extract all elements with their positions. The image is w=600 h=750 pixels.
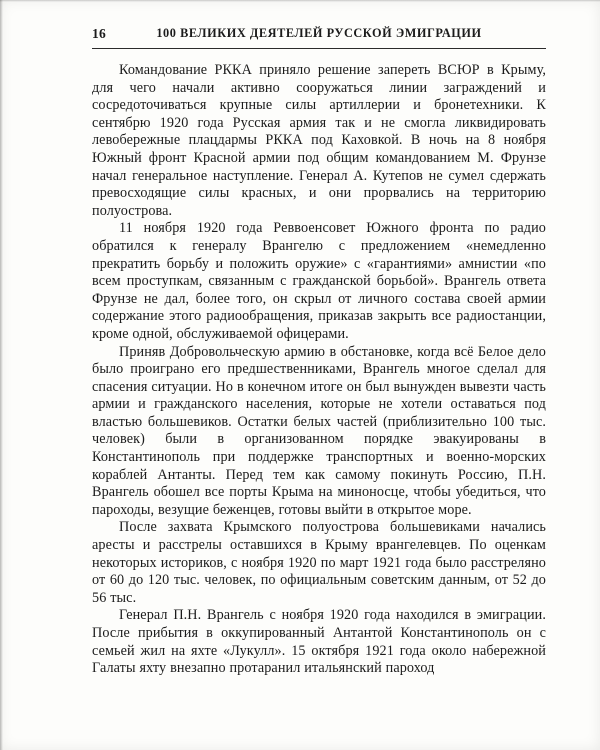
running-head [92, 26, 546, 49]
paragraph-1: Командование РККА приняло решение запереть ВСЮР в Крыму, для чего начали активно сооружаться линии заграждений и сосредоточиваться крупные силы артиллерии и бронетехники. К сентябрю 1920 года Русская армия так и не смогла ликвидировать левобережные плацдармы РККА под Каховкой. В ночь на 8 ноября Южный фронт Красной армии под общим командованием М. Фрунзе начал генеральное наступление. Генерал А. Кутепов не сумел сдержать превосходящие силы красных, и они прорвались на территорию полуострова. [92, 62, 546, 219]
paragraph-5: Генерал П.Н. Врангель с ноября 1920 года находился в эмиграции. После прибытия в оккупированный Антантой Константинополь он с семьей жил на яхте «Лукулл». 15 октября 1921 года около набережной Галаты яхту внезапно протаранил итальянский пароход [92, 607, 546, 677]
text-block [92, 62, 546, 678]
running-title: 100 ВЕЛИКИХ ДЕЯТЕЛЕЙ РУССКОЙ ЭМИГРАЦИИ [156, 26, 482, 40]
page-number: 16 [92, 26, 107, 41]
paragraph-3: Приняв Добровольческую армию в обстановке, когда всё Белое дело было проиграно его предшественниками, Врангель многое сделал для спасения ситуации. Но в конечном итоге он был вынужден вывезти часть армии и гражданского населения, которые не хотели оставаться под властью большевиков. Остатки белых частей (приблизительно 100 тыс. человек) были в организованном порядке эвакуированы в Константинополь при поддержке транспортных и военно-морских кораблей Антанты. Перед тем как самому покинуть Россию, П.Н. Врангель обошел все порты Крыма на миноносце, чтобы убедиться, что пароходы, везущие беженцев, готовы выйти в открытое море. [92, 343, 546, 518]
paragraph-4: После захвата Крымского полуострова большевиками начались аресты и расстрелы оставшихся в Крыму врангелевцев. По оценкам некоторых историков, с ноября 1920 по март 1921 года было расстреляно от 60 до 120 тыс. человек, по официальным советским данным, от 52 до 56 тыс. [92, 519, 546, 606]
paragraph-2: 11 ноября 1920 года Реввоенсовет Южного фронта по радио обратился к генералу Врангелю с предложением «немедленно прекратить борьбу и положить оружие» с «гарантиями» амнистии «по всем проступкам, связанным с гражданской борьбой». Врангель ответа Фрунзе не дал, более того, он скрыл от личного состава своей армии содержание этого радиообращения, приказав закрыть все радиостанции, кроме одной, обслуживаемой офицерами. [92, 220, 546, 342]
